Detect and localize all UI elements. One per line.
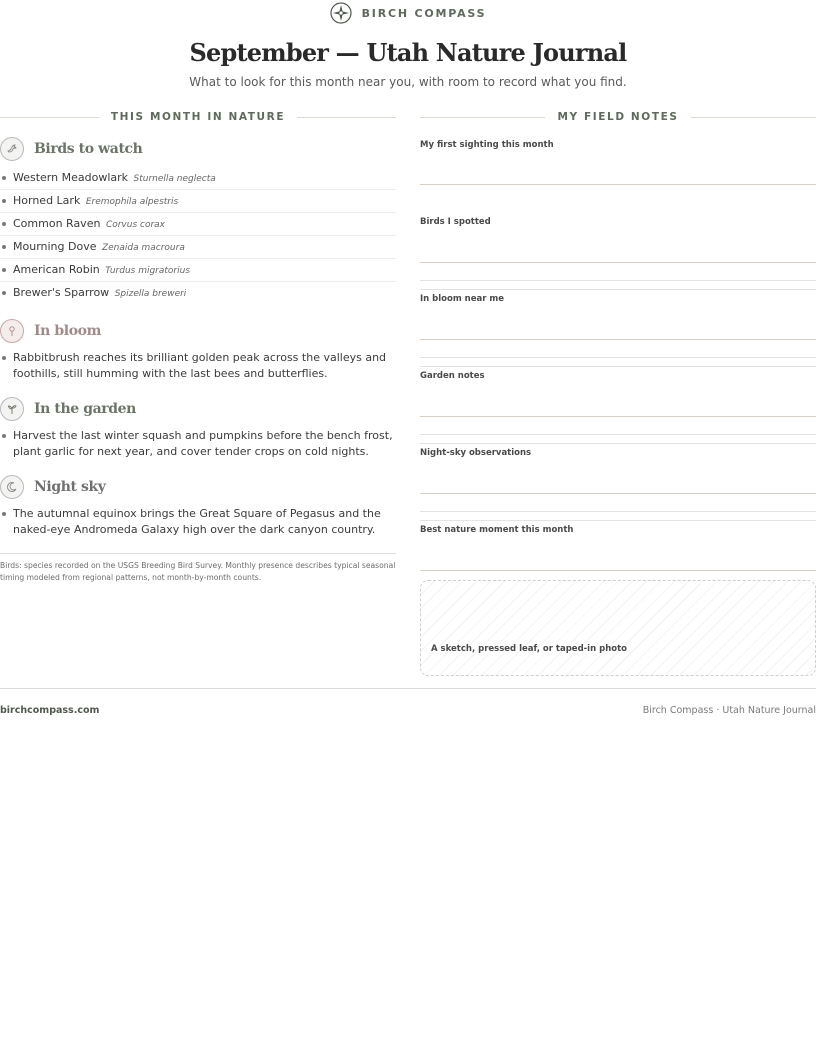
bloom-section xyxy=(0,318,396,382)
night-title: Night sky xyxy=(34,479,106,495)
note-label: Night-sky observations xyxy=(420,448,532,458)
bloom-title: In bloom xyxy=(34,323,101,339)
garden-heading xyxy=(0,396,396,422)
note-label: Best nature moment this month xyxy=(420,525,574,535)
list-item: Horned Lark Eremophila alpestris xyxy=(0,190,396,213)
note-field-birds-spotted[interactable] xyxy=(420,213,816,290)
divider xyxy=(297,117,396,118)
compass-icon xyxy=(330,2,352,24)
flower-icon xyxy=(0,319,24,343)
list-item: Western Meadowlark Sturnella neglecta xyxy=(0,167,396,190)
brand-header xyxy=(0,0,816,26)
note-field-garden-notes[interactable] xyxy=(420,367,816,444)
sketch-label: A sketch, pressed leaf, or taped-in photo xyxy=(431,644,627,654)
divider xyxy=(420,117,545,118)
divider xyxy=(0,117,99,118)
writing-line xyxy=(420,416,816,417)
list-item: American Robin Turdus migratorius xyxy=(0,259,396,282)
note-label: Birds I spotted xyxy=(420,217,491,227)
page-title: September — Utah Nature Journal xyxy=(189,38,627,67)
moon-icon xyxy=(0,475,24,499)
list-item: Mourning Dove Zenaida macroura xyxy=(0,236,396,259)
night-text: The autumnal equinox brings the Great Square of Pegasus and the naked-eye Andromeda Galaxy high over the dark canyon country. xyxy=(0,506,396,538)
bird-icon xyxy=(0,137,24,161)
birds-title: Birds to watch xyxy=(34,141,143,157)
notes-heading-label: MY FIELD NOTES xyxy=(557,111,679,123)
nature-section-heading xyxy=(0,110,396,124)
page-subtitle: What to look for this month near you, with room to record what you find. xyxy=(189,75,627,89)
footer-website: birchcompass.com xyxy=(0,705,100,716)
note-field-first-sighting[interactable] xyxy=(420,136,816,213)
garden-section xyxy=(0,396,396,460)
night-heading xyxy=(0,474,396,500)
garden-text: Harvest the last winter squash and pumpkins before the bench frost, plant garlic for next year, and cover tender crops on cold nights. xyxy=(0,428,396,460)
nature-heading-label: THIS MONTH IN NATURE xyxy=(110,111,286,123)
list-item: Brewer's Sparrow Spizella breweri xyxy=(0,282,396,304)
note-label: Garden notes xyxy=(420,371,485,381)
bird-list xyxy=(0,167,396,304)
writing-line xyxy=(420,184,816,185)
bloom-text: Rabbitbrush reaches its brilliant golden peak across the valleys and foothills, still humming with the last bees and butterflies. xyxy=(0,350,396,382)
footer-divider xyxy=(0,688,816,689)
note-label: My first sighting this month xyxy=(420,140,554,150)
writing-line xyxy=(420,262,816,263)
nature-column xyxy=(0,136,396,538)
night-section xyxy=(0,474,396,538)
sketch-box[interactable] xyxy=(420,580,816,676)
writing-line xyxy=(420,493,816,494)
writing-line xyxy=(420,357,816,358)
source-footnote: Birds: species recorded on the USGS Breeding Bird Survey. Monthly presence describes typical seasonal timing modeled from regional patterns, not month-by-month counts. xyxy=(0,553,396,584)
note-field-in-bloom[interactable] xyxy=(420,290,816,367)
note-label: In bloom near me xyxy=(420,294,504,304)
writing-line xyxy=(420,280,816,281)
divider xyxy=(691,117,816,118)
note-field-night-sky[interactable] xyxy=(420,444,816,521)
birds-heading xyxy=(0,136,396,162)
writing-line xyxy=(420,511,816,512)
notes-section-heading xyxy=(420,110,816,124)
sprout-icon xyxy=(0,397,24,421)
brand-name: BIRCH COMPASS xyxy=(361,6,487,20)
garden-title: In the garden xyxy=(34,401,136,417)
writing-line xyxy=(420,434,816,435)
footer-credit: Birch Compass · Utah Nature Journal xyxy=(642,705,816,716)
writing-line xyxy=(420,339,816,340)
list-item: Common Raven Corvus corax xyxy=(0,213,396,236)
writing-line xyxy=(420,570,816,571)
bloom-heading xyxy=(0,318,396,344)
field-notes-column xyxy=(420,136,816,598)
